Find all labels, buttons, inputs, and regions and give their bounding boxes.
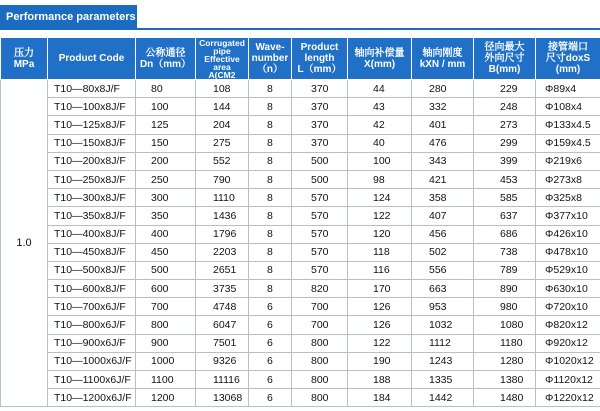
cell-wave: 6	[249, 389, 292, 407]
cell-dn: 200	[136, 152, 196, 170]
cell-wave: 8	[249, 80, 292, 98]
header-wave	[249, 38, 292, 80]
cell-dn: 900	[136, 334, 196, 352]
cell-axial_comp: 116	[348, 261, 412, 279]
cell-length: 570	[292, 261, 348, 279]
table-row	[1, 389, 600, 407]
cell-axial_comp: 188	[348, 371, 412, 389]
cell-axial_comp: 124	[348, 189, 412, 207]
cell-code: T10—1000x6J/F	[48, 352, 136, 370]
cell-area: 4748	[196, 298, 249, 316]
cell-axial_comp: 40	[348, 134, 412, 152]
cell-axial_stiff: 476	[412, 134, 474, 152]
cell-dn: 350	[136, 207, 196, 225]
cell-pipe_end: Φ820x12	[536, 316, 600, 334]
table-body	[1, 80, 600, 407]
table-row	[1, 371, 600, 389]
cell-length: 820	[292, 280, 348, 298]
cell-length: 800	[292, 389, 348, 407]
cell-dn: 150	[136, 134, 196, 152]
cell-axial_stiff: 358	[412, 189, 474, 207]
table-row	[1, 207, 600, 225]
section-divider	[0, 28, 600, 30]
cell-axial_stiff: 456	[412, 225, 474, 243]
header-pipe_end-line: 尺寸doxS	[545, 53, 591, 64]
cell-axial_comp: 42	[348, 116, 412, 134]
cell-radial: 273	[474, 116, 536, 134]
header-area-line: Corrugated	[199, 37, 245, 48]
table-row	[1, 170, 600, 188]
cell-axial_stiff: 407	[412, 207, 474, 225]
cell-pipe_end: Φ478x10	[536, 243, 600, 261]
cell-pipe_end: Φ426x10	[536, 225, 600, 243]
header-area-line: pipe	[213, 45, 231, 56]
cell-axial_comp: 44	[348, 80, 412, 98]
header-wave-line: Wave-	[255, 42, 285, 53]
cell-length: 370	[292, 116, 348, 134]
header-pipe_end-line: 接管端口	[548, 42, 588, 53]
cell-wave: 8	[249, 189, 292, 207]
table-row	[1, 225, 600, 243]
cell-pipe_end: Φ630x10	[536, 280, 600, 298]
cell-area: 790	[196, 170, 249, 188]
cell-axial_comp: 170	[348, 280, 412, 298]
cell-wave: 6	[249, 316, 292, 334]
cell-pipe_end: Φ108x4	[536, 98, 600, 116]
cell-code: T10—500x8J/F	[48, 261, 136, 279]
cell-pipe_end: Φ159x4.5	[536, 134, 600, 152]
cell-radial: 585	[474, 189, 536, 207]
cell-length: 500	[292, 152, 348, 170]
cell-length: 570	[292, 243, 348, 261]
cell-axial_stiff: 332	[412, 98, 474, 116]
header-area-line: Effective	[204, 53, 240, 64]
cell-dn: 100	[136, 98, 196, 116]
cell-pipe_end: Φ219x6	[536, 152, 600, 170]
table-row	[1, 134, 600, 152]
cell-axial_comp: 100	[348, 152, 412, 170]
cell-wave: 6	[249, 371, 292, 389]
cell-dn: 400	[136, 225, 196, 243]
header-pressure-line: MPa	[13, 58, 35, 70]
cell-area: 9326	[196, 352, 249, 370]
cell-pipe_end: Φ1120x12	[536, 371, 600, 389]
cell-wave: 8	[249, 225, 292, 243]
cell-code: T10—100x8J/F	[48, 98, 136, 116]
cell-radial: 980	[474, 298, 536, 316]
table-row	[1, 80, 600, 98]
header-axial_stiff-line: kXN / mm	[419, 58, 466, 70]
cell-code: T10—450x8J/F	[48, 243, 136, 261]
cell-radial: 890	[474, 280, 536, 298]
cell-radial: 1080	[474, 316, 536, 334]
cell-length: 570	[292, 225, 348, 243]
cell-axial_stiff: 663	[412, 280, 474, 298]
cell-pipe_end: Φ920x12	[536, 334, 600, 352]
cell-dn: 450	[136, 243, 196, 261]
cell-code: T10—80x8J/F	[48, 80, 136, 98]
header-area	[196, 38, 249, 80]
cell-area: 204	[196, 116, 249, 134]
cell-area: 11116	[196, 371, 249, 389]
table-row	[1, 280, 600, 298]
header-pipe_end	[536, 38, 600, 80]
cell-dn: 500	[136, 261, 196, 279]
table-row	[1, 261, 600, 279]
header-length	[292, 38, 348, 80]
cell-dn: 1200	[136, 389, 196, 407]
cell-radial: 1480	[474, 389, 536, 407]
cell-area: 2203	[196, 243, 249, 261]
cell-axial_stiff: 953	[412, 298, 474, 316]
cell-axial_comp: 122	[348, 334, 412, 352]
table-row	[1, 298, 600, 316]
table-row	[1, 189, 600, 207]
cell-code: T10—1100x6J/F	[48, 371, 136, 389]
cell-code: T10—200x8J/F	[48, 152, 136, 170]
cell-axial_stiff: 280	[412, 80, 474, 98]
header-pressure-line: 压力	[14, 47, 34, 59]
cell-wave: 8	[249, 152, 292, 170]
cell-code: T10—150x8J/F	[48, 134, 136, 152]
cell-radial: 453	[474, 170, 536, 188]
cell-axial_stiff: 1442	[412, 389, 474, 407]
cell-dn: 125	[136, 116, 196, 134]
header-length-line: length	[304, 53, 335, 64]
cell-radial: 637	[474, 207, 536, 225]
header-axial_stiff-line: 轴向刚度	[422, 47, 463, 59]
header-pressure	[1, 38, 48, 80]
table-row	[1, 152, 600, 170]
cell-axial_comp: 120	[348, 225, 412, 243]
cell-area: 1796	[196, 225, 249, 243]
cell-area: 552	[196, 152, 249, 170]
cell-area: 1436	[196, 207, 249, 225]
cell-length: 370	[292, 80, 348, 98]
cell-axial_stiff: 502	[412, 243, 474, 261]
cell-radial: 229	[474, 80, 536, 98]
cell-axial_comp: 126	[348, 298, 412, 316]
cell-axial_stiff: 1112	[412, 334, 474, 352]
header-radial-line: 外向尺寸	[484, 53, 525, 64]
cell-dn: 300	[136, 189, 196, 207]
cell-radial: 1280	[474, 352, 536, 370]
header-pipe_end-line: (mm)	[555, 64, 581, 75]
cell-length: 700	[292, 316, 348, 334]
header-dn-line: Dn（mm）	[139, 58, 192, 70]
header-radial-line: B(mm)	[488, 64, 521, 75]
header-radial-line: 径向最大	[484, 42, 525, 53]
header-dn	[136, 38, 196, 80]
cell-radial: 248	[474, 98, 536, 116]
cell-length: 570	[292, 207, 348, 225]
header-code	[48, 38, 136, 80]
cell-axial_comp: 126	[348, 316, 412, 334]
cell-area: 2651	[196, 261, 249, 279]
header-row	[1, 38, 600, 80]
header-radial	[474, 38, 536, 80]
cell-code: T10—125x8J/F	[48, 116, 136, 134]
cell-area: 13068	[196, 389, 249, 407]
cell-radial: 1180	[474, 334, 536, 352]
cell-wave: 8	[249, 134, 292, 152]
cell-axial_stiff: 1335	[412, 371, 474, 389]
cell-area: 108	[196, 80, 249, 98]
cell-pipe_end: Φ1220x12	[536, 389, 600, 407]
cell-area: 144	[196, 98, 249, 116]
cell-length: 800	[292, 371, 348, 389]
table-row	[1, 98, 600, 116]
header-axial_comp-line: 轴向补偿量	[354, 47, 405, 59]
cell-axial_comp: 122	[348, 207, 412, 225]
table-header	[1, 38, 600, 80]
cell-axial_stiff: 1243	[412, 352, 474, 370]
cell-pipe_end: Φ133x4.5	[536, 116, 600, 134]
cell-axial_stiff: 421	[412, 170, 474, 188]
cell-radial: 1380	[474, 371, 536, 389]
cell-dn: 700	[136, 298, 196, 316]
cell-radial: 789	[474, 261, 536, 279]
cell-area: 6047	[196, 316, 249, 334]
cell-axial_stiff: 401	[412, 116, 474, 134]
cell-wave: 6	[249, 352, 292, 370]
cell-radial: 738	[474, 243, 536, 261]
cell-length: 800	[292, 352, 348, 370]
cell-dn: 800	[136, 316, 196, 334]
cell-pipe_end: Φ720x10	[536, 298, 600, 316]
cell-axial_comp: 184	[348, 389, 412, 407]
cell-code: T10—250x8J/F	[48, 170, 136, 188]
cell-wave: 8	[249, 280, 292, 298]
cell-pipe_end: Φ1020x12	[536, 352, 600, 370]
header-dn-line: 公称通径	[145, 47, 186, 59]
cell-length: 500	[292, 170, 348, 188]
cell-axial_comp: 43	[348, 98, 412, 116]
cell-pipe_end: Φ325x8	[536, 189, 600, 207]
cell-length: 700	[292, 298, 348, 316]
cell-pipe_end: Φ89x4	[536, 80, 600, 98]
cell-dn: 1100	[136, 371, 196, 389]
cell-pipe_end: Φ377x10	[536, 207, 600, 225]
cell-wave: 8	[249, 207, 292, 225]
cell-code: T10—350x8J/F	[48, 207, 136, 225]
cell-area: 1110	[196, 189, 249, 207]
cell-axial_comp: 118	[348, 243, 412, 261]
cell-pipe_end: Φ529x10	[536, 261, 600, 279]
cell-wave: 8	[249, 243, 292, 261]
table-row	[1, 334, 600, 352]
table-row	[1, 116, 600, 134]
header-area-line: A(CM2	[208, 69, 236, 80]
header-axial_stiff	[412, 38, 474, 80]
table-row	[1, 243, 600, 261]
performance-table	[0, 37, 600, 407]
cell-code: T10—1200x6J/F	[48, 389, 136, 407]
header-axial_comp	[348, 38, 412, 80]
header-length-line: Product	[300, 42, 339, 53]
cell-dn: 1000	[136, 352, 196, 370]
cell-pipe_end: Φ273x8	[536, 170, 600, 188]
cell-axial_stiff: 343	[412, 152, 474, 170]
header-area-line: area	[213, 61, 231, 72]
cell-radial: 299	[474, 134, 536, 152]
cell-wave: 6	[249, 334, 292, 352]
cell-wave: 8	[249, 116, 292, 134]
header-code-line: Product Code	[58, 53, 125, 64]
cell-wave: 8	[249, 261, 292, 279]
cell-axial_stiff: 556	[412, 261, 474, 279]
cell-wave: 6	[249, 298, 292, 316]
cell-axial_comp: 190	[348, 352, 412, 370]
cell-dn: 80	[136, 80, 196, 98]
cell-radial: 399	[474, 152, 536, 170]
cell-code: T10—700x6J/F	[48, 298, 136, 316]
header-axial_comp-line: X(mm)	[363, 58, 396, 70]
cell-wave: 8	[249, 98, 292, 116]
cell-code: T10—800x6J/F	[48, 316, 136, 334]
table-row	[1, 316, 600, 334]
header-wave-line: number	[251, 53, 289, 64]
cell-dn: 600	[136, 280, 196, 298]
cell-area: 275	[196, 134, 249, 152]
cell-radial: 686	[474, 225, 536, 243]
table-row	[1, 352, 600, 370]
cell-axial_stiff: 1032	[412, 316, 474, 334]
cell-length: 570	[292, 189, 348, 207]
cell-length: 800	[292, 334, 348, 352]
cell-code: T10—300x8J/F	[48, 189, 136, 207]
cell-dn: 250	[136, 170, 196, 188]
cell-code: T10—600x8J/F	[48, 280, 136, 298]
cell-wave: 8	[249, 170, 292, 188]
cell-code: T10—400x8J/F	[48, 225, 136, 243]
cell-length: 370	[292, 134, 348, 152]
cell-area: 3735	[196, 280, 249, 298]
cell-length: 370	[292, 98, 348, 116]
cell-pressure: 1.0	[1, 80, 48, 407]
cell-axial_comp: 98	[348, 170, 412, 188]
cell-code: T10—900x6J/F	[48, 334, 136, 352]
section-title-tab: Performance parameters	[0, 5, 137, 29]
header-length-line: L（mm）	[297, 64, 342, 75]
header-wave-line: （n）	[256, 64, 284, 75]
cell-area: 7501	[196, 334, 249, 352]
